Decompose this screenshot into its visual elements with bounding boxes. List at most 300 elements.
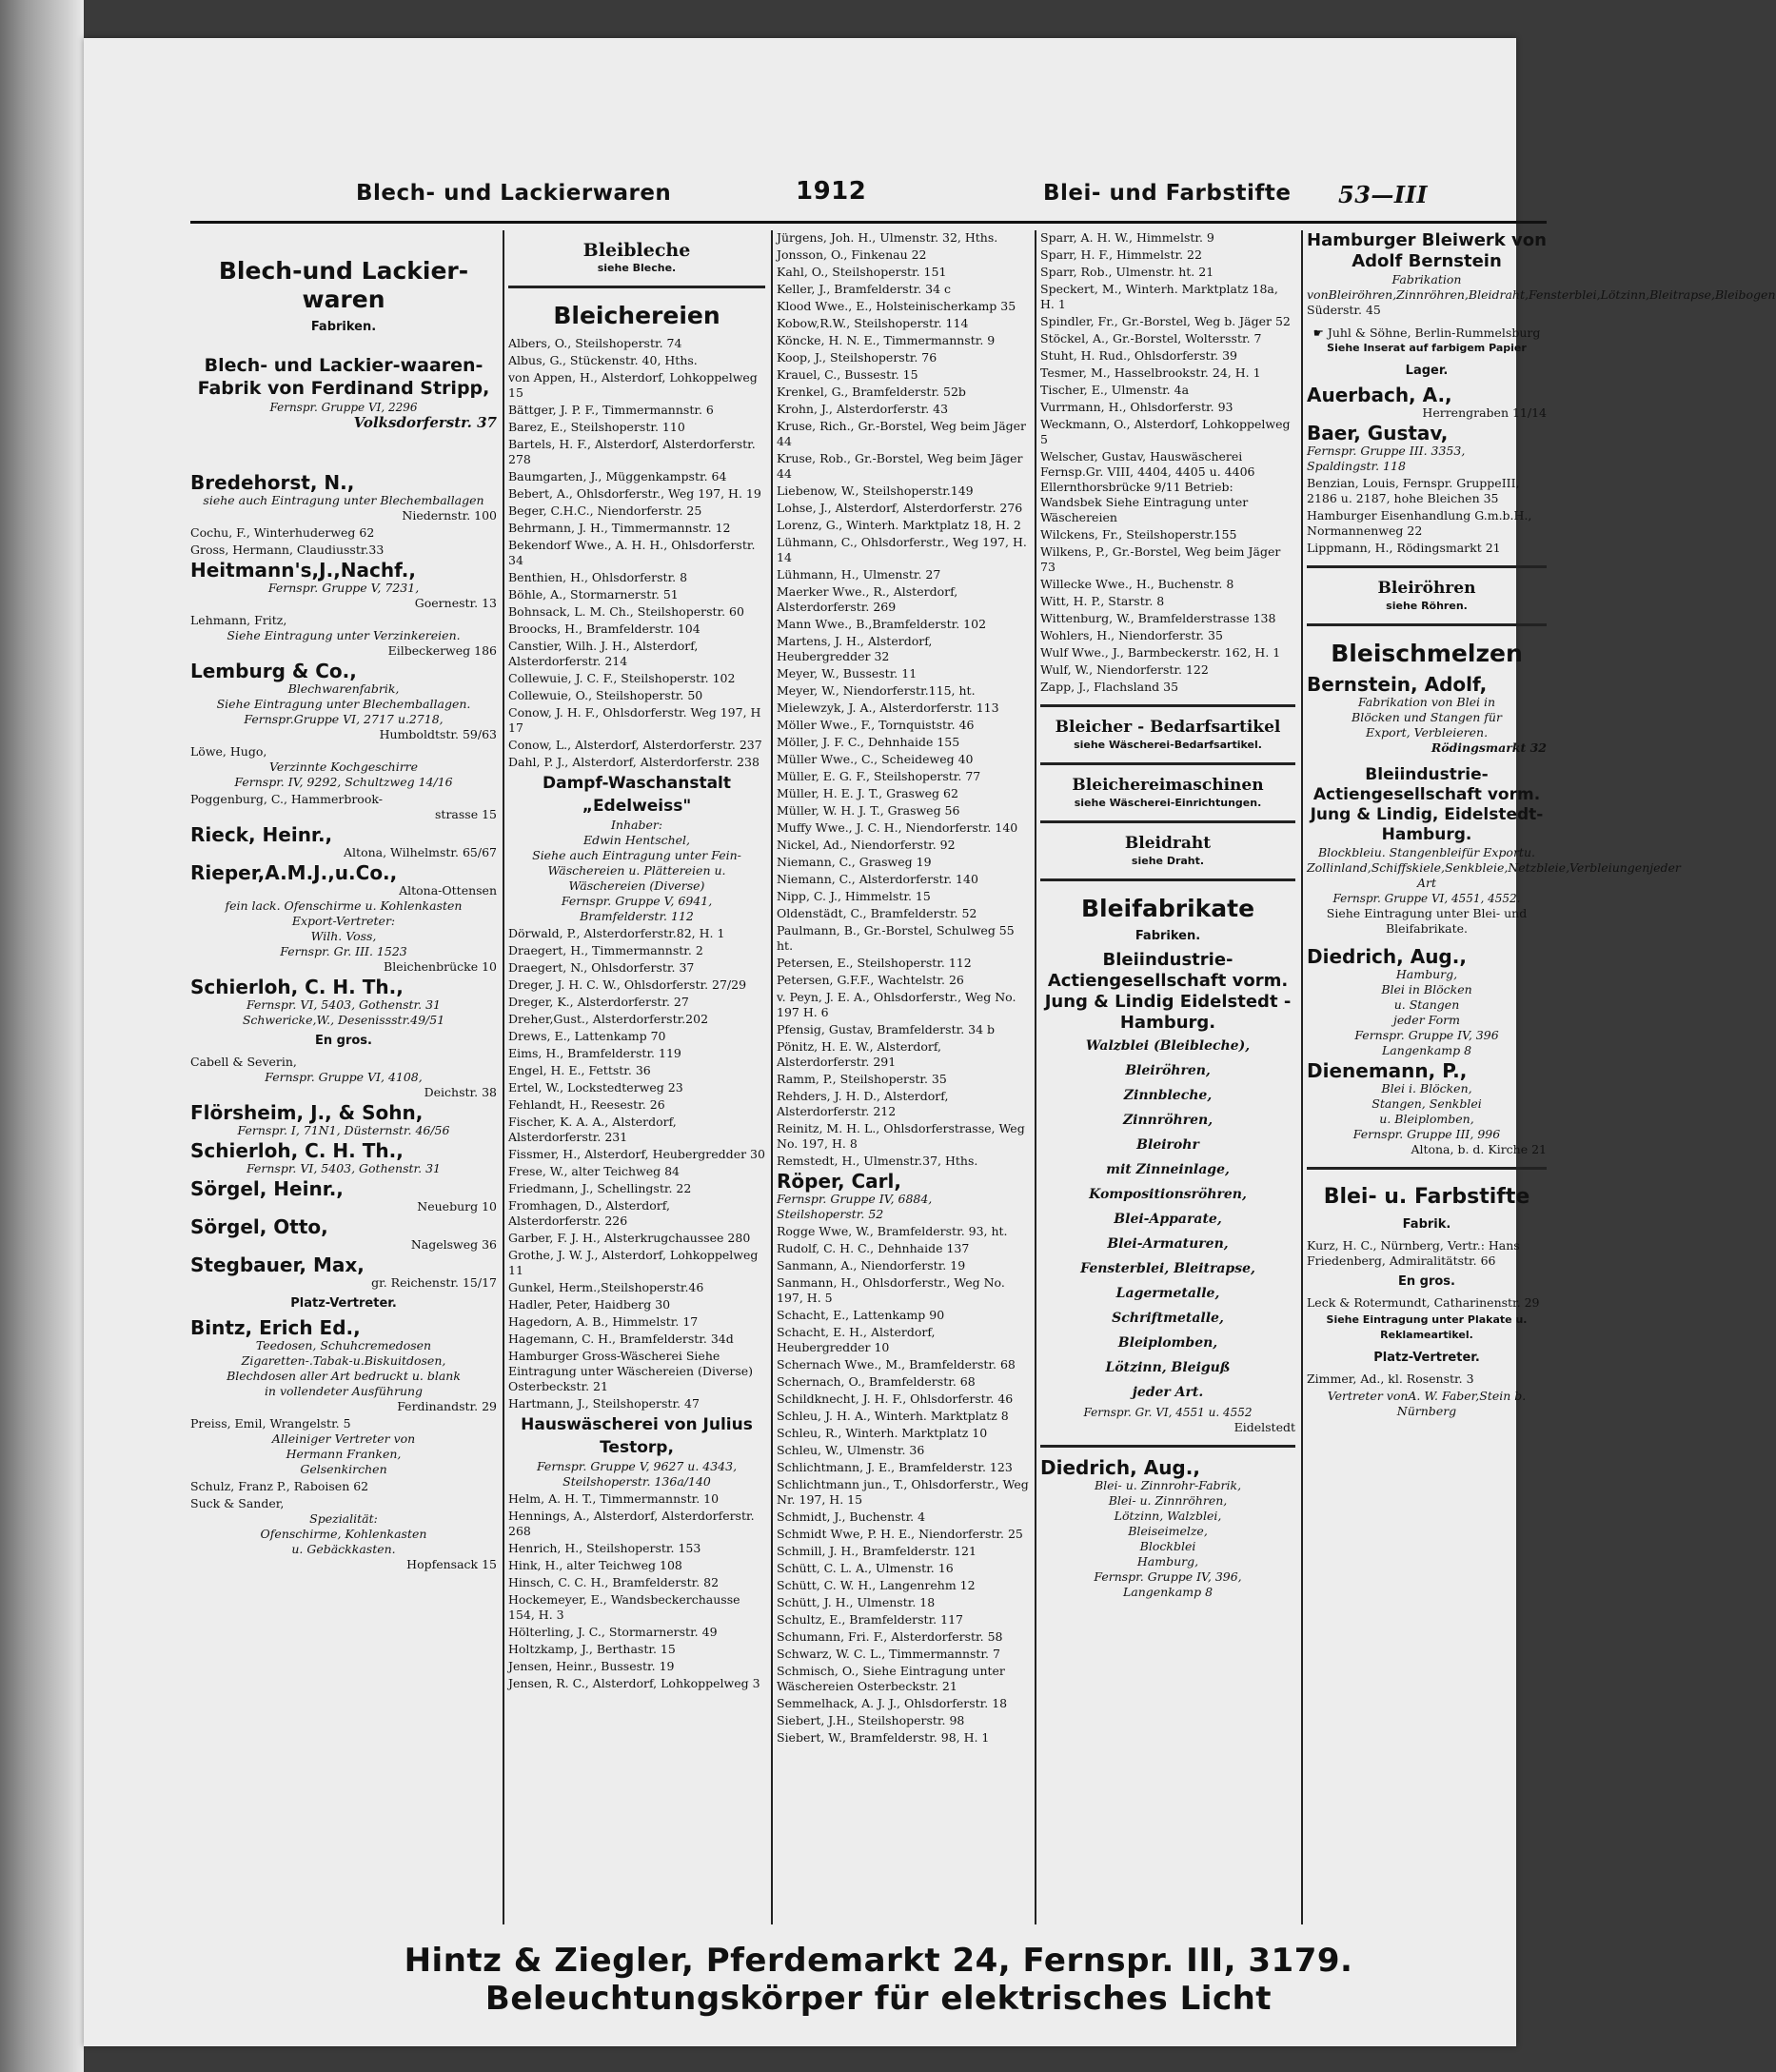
detail-line: für Export: [1461, 845, 1524, 859]
listing-entry: [190, 792, 497, 822]
cross-reference: siehe Wäscherei-Bedarfsartikel.: [1074, 739, 1262, 751]
detail-line: Fabrikation von: [1307, 272, 1462, 302]
detail-line: Fernspr. I, 71N1, Düsternstr. 46/56: [237, 1123, 450, 1137]
section-heading: Bleiröhren: [1377, 579, 1476, 598]
listing-entry: Kurz, H. C., Nürnberg, Vertr.: Hans Friedenberg, Admiralitätstr. 66: [1307, 1238, 1520, 1268]
listing-entry: Benthien, H., Ohlsdorferstr. 8: [508, 570, 688, 584]
listing-group: [190, 1317, 497, 1572]
detail-line: Bleiplomben,: [1117, 1335, 1218, 1351]
section-heading: Bleicher - Bedarfsartikel: [1055, 718, 1281, 737]
detail-line: u. Bleiplomben,: [1379, 1112, 1474, 1126]
detail-line: Bleiröhren,: [1125, 1063, 1211, 1078]
listing-entry: Sparr, H. F., Himmelstr. 22: [1040, 247, 1202, 262]
listing-entry: v. Peyn, J. E. A., Ohlsdorferstr., Weg No. 197 H. 6: [777, 990, 1016, 1019]
listing-entry: Niemann, C., Grasweg 19: [777, 855, 932, 869]
company-name: Lehmann, Fritz,: [190, 613, 287, 627]
listing-entry: [190, 1102, 497, 1138]
listing-entry: Hamburger Eisenhandlung G.m.b.H., Normannenweg 22: [1307, 508, 1532, 538]
listing-entry: Sparr, A. H. W., Himmelstr. 9: [1040, 230, 1214, 245]
cross-reference: siehe Bleche.: [597, 262, 677, 274]
listing-entry: Dreher,Gust., Alsterdorferstr.202: [508, 1012, 709, 1026]
company-name: Bleiindustrie-Actiengesellschaft vorm. Jung & Lindig, Eidelstedt-Hamburg.: [1310, 765, 1544, 844]
listing-entry: Drews, E., Lattenkamp 70: [508, 1029, 666, 1043]
listing-entry: Gunkel, Herm.,Steilshoperstr.46: [508, 1280, 704, 1294]
listing-entry: Wilkens, P., Gr.-Borstel, Weg beim Jäger 73: [1040, 544, 1281, 574]
listing-entry: Friedmann, J., Schellingstr. 22: [508, 1181, 692, 1195]
listing-entry: Witt, H. P., Starstr. 8: [1040, 594, 1165, 608]
section-rule: [1040, 704, 1295, 707]
detail-line: Spezialität:: [309, 1511, 378, 1526]
detail-line: Walzblei (Bleibleche),: [1085, 1038, 1251, 1054]
detail-line: Zigaretten-.Tabak-u.Biskuitdosen,: [241, 1353, 446, 1368]
listing-entry: Reinitz, M. H. L., Ohlsdorferstrasse, Weg No. 197, H. 8: [777, 1121, 1025, 1151]
listing-entry: Lühmann, H., Ulmenstr. 27: [777, 567, 941, 582]
company-name: Sörgel, Otto,: [190, 1215, 328, 1238]
company-name: Bredehorst, N.,: [190, 471, 355, 494]
listing-entry: Schmidt Wwe, P. H. E., Niendorferstr. 25: [777, 1527, 1023, 1541]
company-name: Stegbauer, Max,: [190, 1253, 365, 1276]
detail-line: Fernspr. Gruppe IV, 6884,: [777, 1192, 933, 1206]
listing-entry: Weckmann, O., Alsterdorf, Lohkoppelweg 5: [1040, 417, 1291, 446]
company-name: Röper, Carl,: [777, 1170, 901, 1193]
listing-entry: [1307, 423, 1547, 474]
listing-entry: Lühmann, C., Ohlsdorferstr., Weg 197, H. 14: [777, 535, 1027, 564]
detail-line: Blei- u. Zinnrohr-Fabrik,: [1094, 1478, 1242, 1492]
listing-entry: Schmill, J. H., Bramfelderstr. 121: [777, 1544, 977, 1558]
listing-entry: Maerker Wwe., R., Alsterdorf, Alsterdorferstr. 269: [777, 584, 958, 614]
listing-entry: Barez, E., Steilshoperstr. 110: [508, 420, 685, 434]
address-line: Herrengraben 11/14: [1422, 405, 1547, 420]
listing-entry: Albers, O., Steilshoperstr. 74: [508, 336, 682, 350]
listing-entry: Muffy Wwe., J. C. H., Niendorferstr. 140: [777, 820, 1018, 835]
company-name: Sörgel, Heinr.,: [190, 1177, 344, 1200]
detail-line: Blei-Armaturen,: [1107, 1236, 1229, 1252]
listing-entry: Baumgarten, J., Müggenkampstr. 64: [508, 469, 727, 483]
listing-entry: Schildknecht, J. H. F., Ohlsdorferstr. 46: [777, 1391, 1014, 1406]
listing-entry: Lorenz, G., Winterh. Marktplatz 18, H. 2: [777, 518, 1021, 532]
listing-entry: [190, 1416, 497, 1477]
company-name: Suck & Sander,: [190, 1496, 285, 1510]
section-heading: Bleichereimaschinen: [1072, 776, 1264, 795]
detail-line: Blei- u. Zinnröhren,: [1108, 1493, 1228, 1508]
listing-entry: Schmisch, O., Siehe Eintragung unter Wäschereien Osterbeckstr. 21: [777, 1664, 1005, 1693]
detail-line: Verbleiungen: [1569, 860, 1650, 875]
listing-entry: Möller Wwe., F., Tornquiststr. 46: [777, 718, 975, 732]
listing-entry: Rehders, J. H. D., Alsterdorf, Alsterdorferstr. 212: [777, 1089, 949, 1118]
column-divider: [1301, 230, 1303, 1924]
listing-entry: Schmidt, J., Buchenstr. 4: [777, 1510, 926, 1524]
company-name: Cabell & Severin,: [190, 1055, 297, 1069]
listing-entry: Beger, C.H.C., Niendorferstr. 25: [508, 503, 702, 518]
listing-entry: Wittenburg, W., Bramfelderstrasse 138: [1040, 611, 1276, 625]
listing-entry: Jonsson, O., Finkenau 22: [777, 247, 927, 262]
detail-line: Hermann Franken,: [286, 1447, 402, 1461]
detail-line: Fernspr. IV, 9292, Schultzweg 14/16: [234, 775, 453, 789]
scan-binding-edge: [0, 0, 84, 2072]
listing-entry: [190, 1178, 497, 1214]
listing-group: [777, 230, 1029, 1169]
listing-entry: Hadler, Peter, Haidberg 30: [508, 1297, 671, 1312]
listing-entry: Martens, J. H., Alsterdorf, Heubergredder 32: [777, 634, 933, 663]
detail-line: Teedosen, Schuhcremedosen: [255, 1338, 432, 1352]
detail-line: Blei i. Blöcken,: [1381, 1081, 1472, 1095]
detail-line: Stangen, Senkblei: [1371, 1096, 1482, 1111]
company-name: Blech- und Lackier-waaren-Fabrik von Ferdinand Stripp,: [197, 355, 490, 399]
listing-entry: Sanmann, H., Ohlsdorferstr., Weg No. 197, H. 5: [777, 1275, 1005, 1305]
detail-line: Netzbleie,: [1508, 860, 1570, 875]
listing-entry: Wohlers, H., Niendorferstr. 35: [1040, 628, 1223, 642]
detail-line: Alleiniger Vertreter von: [271, 1431, 416, 1446]
listing-entry: Garber, F. J. H., Alsterkrugchaussee 280: [508, 1231, 751, 1245]
listing-entry: [190, 977, 497, 1028]
detail-line: Lötzinn,: [1600, 287, 1650, 302]
listing-entry: [190, 560, 497, 611]
detail-line: u. Stangenblei: [1373, 845, 1462, 859]
listing-entry: Schütt, C. L. A., Ulmenstr. 16: [777, 1561, 954, 1575]
listing-entry: Schleu, W., Ulmenstr. 36: [777, 1443, 925, 1457]
listing-entry: Niemann, C., Alsterdorferstr. 140: [777, 872, 978, 886]
listing-entry: Tesmer, M., Hasselbrookstr. 24, H. 1: [1040, 365, 1261, 380]
listing-entry: Schwarz, W. C. L., Timmermannstr. 7: [777, 1647, 1000, 1661]
listing-entry: Broocks, H., Bramfelderstr. 104: [508, 622, 701, 636]
detail-line: Fernspr. Gr. III. 1523: [280, 944, 407, 958]
detail-line: Spaldingstr. 118: [1307, 459, 1406, 473]
listing-entry: Bohnsack, L. M. Ch., Steilshoperstr. 60: [508, 604, 744, 619]
section-heading: Bleidraht: [1124, 834, 1212, 853]
listing-group: [1040, 230, 1295, 695]
detail-line: Inhaber:: [610, 818, 663, 832]
listing-entry: [1307, 326, 1547, 356]
address-line: Humboldtstr. 59/63: [379, 727, 497, 741]
listing-entry: [1040, 1405, 1295, 1435]
address-line: Ferdinandstr. 29: [397, 1399, 497, 1413]
listing-entry: Hamburger Gross-Wäscherei Siehe Eintragung unter Wäschereien (Diverse) Osterbeckstr. 21: [508, 1349, 754, 1393]
cross-reference: Siehe Eintragung unter Blei- und Bleifabrikate.: [1326, 906, 1528, 936]
section-heading: Blech-und Lackier-waren: [218, 257, 469, 313]
listing-entry: Lippmann, H., Rödingsmarkt 21: [1307, 541, 1501, 555]
listing-entry: Meyer, W., Niendorferstr.115, ht.: [777, 683, 976, 698]
detail-line: Siehe Eintragung unter Blechemballagen.: [216, 697, 471, 711]
company-name: Schulz, Franz P., Raboisen 62: [190, 1479, 369, 1493]
detail-line: jeder Art: [1416, 860, 1681, 890]
listing-entry: Schütt, J. H., Ulmenstr. 18: [777, 1595, 936, 1609]
listing-entry: Draegert, N., Ohlsdorferstr. 37: [508, 960, 695, 975]
listing-entry: Benzian, Louis, Fernspr. GruppeIII, 2186 u. 2187, hohe Bleichen 35: [1307, 476, 1520, 505]
listing-entry: Mielewzyk, J. A., Alsterdorferstr. 113: [777, 701, 999, 715]
listing-entry: Fischer, K. A. A., Alsterdorf, Alsterdorferstr. 231: [508, 1115, 677, 1144]
detail-line: jeder Art.: [1132, 1385, 1204, 1400]
listing-entry: Böhle, A., Stormarnerstr. 51: [508, 587, 679, 602]
company-name: Diedrich, Aug.,: [1040, 1456, 1200, 1479]
listing-entry: Stuht, H. Rud., Ohlsdorferstr. 39: [1040, 348, 1237, 363]
listing-entry: Dahl, P. J., Alsterdorf, Alsterdorferstr. 238: [508, 755, 760, 769]
address-line: Altona-Ottensen: [399, 883, 497, 898]
cross-reference: siehe Wäscherei-Einrichtungen.: [1074, 797, 1262, 809]
detail-line: Blockblei: [1139, 1539, 1196, 1553]
detail-line: Fernspr. Gruppe V, 9627 u. 4343,: [536, 1459, 738, 1473]
address-line: Bleichenbrücke 10: [384, 959, 497, 974]
listing-entry: Engel, H. E., Fettstr. 36: [508, 1063, 651, 1077]
listing-entry: Schlichtmann, J. E., Bramfelderstr. 123: [777, 1460, 1013, 1474]
detail-line: Blechdosen aller Art bedruckt u. blank: [227, 1369, 461, 1383]
address-line: Eilbeckerweg 186: [387, 643, 497, 658]
column-divider: [503, 230, 504, 1924]
listing-entry: [190, 744, 497, 790]
listing-entry: Canstier, Wilh. J. H., Alsterdorf, Alsterdorferstr. 214: [508, 639, 699, 668]
detail-line: Bleirohr: [1136, 1137, 1199, 1153]
subheading: Fabrik.: [1402, 1217, 1451, 1232]
company-name: Heitmann's,J.,Nachf.,: [190, 559, 416, 582]
listing-entry: [508, 1413, 765, 1490]
detail-line: u. Gebäckkasten.: [291, 1542, 396, 1556]
listing-entry: Schultz, E., Bramfelderstr. 117: [777, 1612, 963, 1627]
listing-entry: [190, 354, 497, 430]
listing-entry: Wulf, W., Niendorferstr. 122: [1040, 662, 1209, 677]
pointing-hand-icon: ☛: [1312, 326, 1328, 340]
listing-entry: Liebenow, W., Steilshoperstr.149: [777, 483, 974, 498]
address-line: Altona, Wilhelmstr. 65/67: [344, 845, 497, 859]
detail-line: in vollendeter Ausführung: [264, 1384, 424, 1398]
listing-entry: [190, 824, 497, 860]
listing-entry: Frese, W., alter Teichweg 84: [508, 1164, 680, 1178]
listing-group: [190, 1055, 497, 1291]
subheading: Platz-Vertreter.: [1373, 1351, 1480, 1365]
address-line: strasse 15: [435, 807, 497, 821]
listing-entry: [190, 1055, 497, 1100]
detail-line: Bleiröhren,: [1328, 287, 1397, 302]
section-rule: [508, 286, 765, 288]
detail-line: Fernspr. Gruppe V, 7231,: [267, 581, 420, 595]
listing-entry: Jensen, R. C., Alsterdorf, Lohkoppelweg 3: [508, 1676, 760, 1690]
listing-entry: [190, 472, 497, 523]
listing-entry: Bebert, A., Ohlsdorferstr., Weg 197, H. 19: [508, 486, 761, 501]
listing-entry: [190, 1254, 497, 1291]
listing-entry: Hartmann, J., Steilshoperstr. 47: [508, 1396, 700, 1411]
listing-entry: Möller, J. F. C., Dehnhaide 155: [777, 735, 960, 749]
listing-entry: Müller, E. G. F., Steilshoperstr. 77: [777, 769, 981, 783]
listing-entry: Welscher, Gustav, Hauswäscherei Fernsp.Gr. VIII, 4404, 4405 u. 4406 Ellernthorsbrücke 9/11 Betrieb: Wandsbek Siehe Eintragung unter Wäschereien: [1040, 449, 1255, 524]
detail-line: Lötzinn, Walzblei,: [1114, 1509, 1222, 1523]
listing-entry: Collewuie, O., Steilshoperstr. 50: [508, 688, 703, 702]
company-name: Gross, Hermann, Claudiusstr.33: [190, 543, 385, 557]
listing-entry: Schumann, Fri. F., Alsterdorferstr. 58: [777, 1629, 1003, 1644]
detail-line: Zinnröhren,: [1122, 1113, 1214, 1128]
detail-line: Stein b. Nürnberg: [1396, 1389, 1527, 1418]
listing-entry: Hockemeyer, E., Wandsbeckerchausse 154, H. 3: [508, 1592, 740, 1622]
detail-line: Zinnbleche,: [1123, 1088, 1213, 1103]
detail-line: Bleiseimelze,: [1128, 1524, 1208, 1538]
listing-entry: [190, 525, 497, 541]
section-heading: Bleichereien: [553, 302, 720, 329]
listing-entry: Dreger, K., Alsterdorferstr. 27: [508, 995, 689, 1009]
subheading: En gros.: [315, 1034, 372, 1048]
listing-entry: Mann Wwe., B.,Bramfelderstr. 102: [777, 617, 987, 631]
listing-entry: Zimmer, Ad., kl. Rosenstr. 3: [1307, 1371, 1474, 1386]
listing-entry: Petersen, E., Steilshoperstr. 112: [777, 956, 972, 970]
subheading: Fabriken.: [310, 320, 377, 334]
detail-line: Ofenschirme, Kohlenkasten: [260, 1527, 427, 1541]
company-name: Bintz, Erich Ed.,: [190, 1316, 361, 1339]
detail-line: Blechwarenfabrik,: [287, 681, 400, 696]
listing-entry: Wulf Wwe., J., Barmbeckerstr. 162, H. 1: [1040, 645, 1281, 660]
listing-entry: Tischer, E., Ulmenstr. 4a: [1040, 383, 1190, 397]
listing-entry: Grothe, J. W. J., Alsterdorf, Lohkoppelweg 11: [508, 1248, 759, 1277]
column-5: [1307, 230, 1776, 1924]
listing-entry: Bartels, H. F., Alsterdorf, Alsterdorferstr. 278: [508, 437, 756, 466]
detail-line: u. Zollinland,: [1307, 845, 1535, 875]
listing-entry: Köncke, H. N. E., Timmermannstr. 9: [777, 333, 996, 347]
listing-entry: Conow, L., Alsterdorf, Alsterdorferstr. 237: [508, 738, 762, 752]
listing-entry: Conow, J. H. F., Ohlsdorferstr. Weg 197, H 17: [508, 705, 761, 735]
listing-entry: Hennings, A., Alsterdorf, Alsterdorferstr. 268: [508, 1509, 755, 1538]
listing-group: [190, 472, 497, 1028]
listing-entry: Sanmann, A., Niendorferstr. 19: [777, 1258, 966, 1273]
detail-line: Fernspr. Gruppe III. 3353,: [1307, 444, 1466, 458]
company-name: Dampf-Waschanstalt „Edelweiss": [542, 774, 731, 816]
listing-entry: Nickel, Ad., Niendorferstr. 92: [777, 838, 956, 852]
detail-line: Edwin Hentschel,: [582, 833, 691, 847]
listing-entry: Pfensig, Gustav, Bramfelderstr. 34 b: [777, 1022, 996, 1036]
listing-entry: Krenkel, G., Bramfelderstr. 52b: [777, 385, 966, 399]
listing-entry: Fissmer, H., Alsterdorf, Heubergredder 30: [508, 1147, 765, 1161]
address-line: Niedernstr. 100: [402, 508, 497, 523]
footer-advertisement: Hintz & Ziegler, Pferdemarkt 24, Fernspr. III, 3179. Beleuchtungskörper für elektrisches Licht: [404, 1942, 1353, 2018]
listing-group: [508, 926, 765, 1411]
company-name: Poggenburg, C., Hammerbrook-: [190, 792, 383, 806]
section-rule: [1307, 623, 1547, 626]
listing-entry: Bekendorf Wwe., A. H. H., Ohlsdorferstr. 34: [508, 538, 756, 567]
address-line: Hopfensack 15: [406, 1557, 497, 1571]
listing-entry: [1307, 1060, 1547, 1157]
listing-entry: [1307, 946, 1547, 1058]
listing-entry: Leck & Rotermundt, Catharinenstr. 29: [1307, 1295, 1540, 1310]
listing-entry: Klood Wwe., E., Holsteinischerkamp 35: [777, 299, 1016, 313]
company-name: Hamburger Bleiwerk von Adolf Bernstein: [1307, 230, 1547, 271]
listing-entry: Hinsch, C. C. H., Bramfelderstr. 82: [508, 1575, 720, 1589]
column-divider: [771, 230, 773, 1924]
listing-entry: Holtzkamp, J., Berthastr. 15: [508, 1642, 676, 1656]
address-line: Neueburg 10: [417, 1199, 497, 1214]
listing-entry: [190, 1479, 497, 1494]
address-line: Eidelstedt: [1233, 1420, 1295, 1434]
listing-entry: Hink, H., alter Teichweg 108: [508, 1558, 682, 1572]
listing-entry: Schleu, R., Winterh. Marktplatz 10: [777, 1426, 988, 1440]
listing-entry: Sparr, Rob., Ulmenstr. ht. 21: [1040, 265, 1214, 279]
detail-line: Fernspr. Gruppe III, 996: [1352, 1127, 1501, 1141]
listing-entry: Oldenstädt, C., Bramfelderstr. 52: [777, 906, 977, 920]
detail-line: Blei in Blöcken: [1381, 982, 1472, 997]
listing-entry: Müller, W. H. J. T., Grasweg 56: [777, 803, 960, 818]
listing-entry: Schernach Wwe., M., Bramfelderstr. 68: [777, 1357, 1016, 1371]
listing-entry: Kahl, O., Steilshoperstr. 151: [777, 265, 947, 279]
detail-line: Langenkamp 8: [1381, 1043, 1472, 1057]
section-rule: [1040, 820, 1295, 823]
detail-line: Fensterblei,: [1528, 287, 1601, 302]
company-name: Flörsheim, J., & Sohn,: [190, 1101, 424, 1124]
section-rule: [1307, 565, 1547, 568]
listing-entry: Schlichtmann jun., T., Ohlsdorferstr., Weg Nr. 197, H. 15: [777, 1477, 1029, 1507]
detail-line: Lötzinn, Bleiguß: [1105, 1360, 1231, 1375]
company-name: Auerbach, A.,: [1307, 384, 1452, 406]
company-name: Hauswäscherei von Julius Testorp,: [521, 1415, 753, 1457]
address-line: Altona, b. d. Kirche 21: [1411, 1142, 1547, 1156]
listing-entry: Krauel, C., Bussestr. 15: [777, 367, 918, 382]
address-line: gr. Reichenstr. 15/17: [371, 1275, 497, 1290]
header-left-title: Blech- und Lackierwaren: [356, 181, 672, 206]
detail-line: Zinnröhren,: [1396, 287, 1469, 302]
detail-line: mit Zinneinlage,: [1106, 1162, 1230, 1177]
listing-entry: Fromhagen, D., Alsterdorf, Alsterdorferstr. 226: [508, 1198, 670, 1228]
listing-entry: Paulmann, B., Gr.-Borstel, Schulweg 55 ht.: [777, 923, 1015, 953]
section-rule: [1040, 1445, 1295, 1448]
listing-entry: Eims, H., Bramfelderstr. 119: [508, 1046, 681, 1060]
section-rule: [1307, 1167, 1547, 1170]
listing-entry: Behrmann, J. H., Timmermannstr. 12: [508, 521, 731, 535]
address-line: Rödingsmarkt 32: [1431, 740, 1547, 755]
detail-line: Kompositionsröhren,: [1089, 1187, 1247, 1202]
detail-line: Langenkamp 8: [1122, 1585, 1214, 1599]
listing-entry: Remstedt, H., Ulmenstr.37, Hths.: [777, 1154, 978, 1168]
detail-line: Fensterblei, Bleitrapse,: [1080, 1261, 1255, 1276]
section-heading: Bleifabrikate: [1080, 895, 1255, 922]
listing-entry: Schütt, C. W. H., Langenrehm 12: [777, 1578, 976, 1592]
listing-entry: Collewuie, J. C. F., Steilshoperstr. 102: [508, 671, 736, 685]
detail-line: A. W. Faber,: [1408, 1389, 1480, 1403]
detail-line: Lagermetalle,: [1115, 1286, 1220, 1301]
section-heading: Bleischmelzen: [1331, 640, 1523, 667]
listing-entry: Schacht, E., Lattenkamp 90: [777, 1308, 945, 1322]
detail-line: Fabrikation von Blei in: [1357, 695, 1496, 709]
cross-reference: Siehe Inserat auf farbigem Papier: [1327, 342, 1527, 354]
listing-entry: [190, 661, 497, 742]
listing-entry: Spindler, Fr., Gr.-Borstel, Weg b. Jäger 52: [1040, 314, 1291, 328]
listing-entry: [190, 1496, 497, 1572]
listing-entry: Schernach, O., Bramfelderstr. 68: [777, 1374, 976, 1389]
header-rule: [190, 221, 1547, 224]
listing-group: [1307, 476, 1547, 556]
listing-entry: Draegert, H., Timmermannstr. 2: [508, 943, 703, 957]
detail-line: Siehe Eintragung unter Verzinkereien.: [227, 628, 461, 642]
listing-group: [508, 1491, 765, 1691]
listing-entry: Schleu, J. H. A., Winterh. Marktplatz 8: [777, 1409, 1009, 1423]
listing-entry: [1307, 674, 1547, 756]
detail-line: Blockblei: [1318, 845, 1374, 859]
listing-entry: [190, 1317, 497, 1414]
section-heading: Bleibleche: [582, 240, 691, 261]
listing-entry: Semmelhack, A. J. J., Ohlsdorferstr. 18: [777, 1696, 1008, 1710]
detail-line: Fernspr. Gruppe IV, 396,: [1094, 1569, 1242, 1584]
company-name: Löwe, Hugo,: [190, 744, 267, 759]
column-4: [1040, 230, 1295, 1924]
company-name: [1307, 326, 1547, 341]
listing-entry: Albus, G., Stückenstr. 40, Hths.: [508, 353, 698, 367]
detail-line: Bramfelderstr. 112: [580, 909, 694, 923]
cross-reference: Siehe Eintragung unter Plakate u. Reklameartikel.: [1326, 1313, 1528, 1341]
listing-entry: Pönitz, H. E. W., Alsterdorf, Alsterdorferstr. 291: [777, 1039, 942, 1069]
listing-entry: Rogge Wwe, W., Bramfelderstr. 93, ht.: [777, 1224, 1008, 1238]
detail-line: Verzinnte Kochgeschirre: [268, 760, 419, 774]
listing-entry: Henrich, H., Steilshoperstr. 153: [508, 1541, 701, 1555]
listing-entry: Zapp, J., Flachsland 35: [1040, 680, 1179, 694]
listing-group: [777, 1224, 1029, 1746]
address-line: Goernestr. 13: [414, 596, 497, 610]
phone-line: Fernspr. Gruppe VI, 2296: [269, 401, 418, 414]
listing-entry: Speckert, M., Winterh. Marktplatz 18a, H. 1: [1040, 282, 1278, 311]
detail-line: Bleibogen: [1714, 287, 1776, 302]
detail-line: Siehe auch Eintragung unter Fein-Wäschereien u. Plättereien u. Wäschereien (Diverse): [532, 848, 741, 893]
listing-entry: Müller Wwe., C., Scheideweg 40: [777, 752, 974, 766]
header-page-number: 53—III: [1338, 181, 1429, 208]
